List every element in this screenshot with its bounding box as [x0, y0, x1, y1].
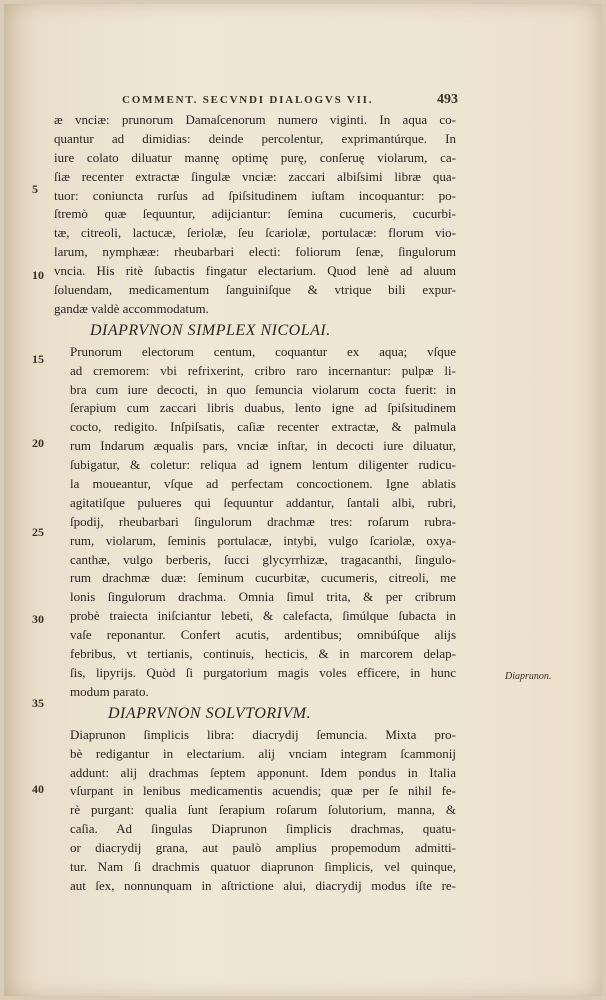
text-line: rè purgant: qualia ſunt ſerapium roſarum ſolutorium, manna, & — [70, 802, 456, 818]
page-number: 493 — [437, 92, 458, 107]
text-line: bè redigantur in electarium. alij vnciam integram ſcammonij — [70, 745, 456, 761]
text-line: aut ſex, nonnunquam in aſtrictione alui, diacrydij modus iſte re- — [70, 877, 456, 893]
text-line: quantur ad dimidias: deinde percolentur, exprimantúrque. In — [54, 130, 456, 146]
section-heading-solutorium: DIAPRVNON SOLVTORIVM. — [108, 704, 312, 722]
text-line: Diaprunon ſimplicis libra: diacrydij ſemuncia. Mixta pro- — [70, 726, 456, 742]
text-line: æ vnciæ: prunorum Damaſcenorum numero viginti. In aqua co- — [54, 112, 456, 127]
text-line: ſpodij, rheubarbari ſingulorum drachmæ tres: roſarum rubra- — [70, 513, 456, 529]
text-line: vaſe reponantur. Confert acutis, ardentibus; omnibúſque alijs — [70, 627, 456, 643]
text-line: ſubigatur, & coletur: reliqua ad ignem lentum diligenter rudicu- — [70, 457, 456, 473]
text-line: tæ, citreoli, lactucæ, ſeriolæ, ſeu ſcariolæ, portulacæ: florum vio- — [54, 225, 456, 241]
text-line: vncia. His ritè ſubactis fingatur electarium. Quod lenè ad aluum — [54, 263, 456, 279]
text-line: ſiæ recenter extractæ ſingulæ vnciæ: zaccari albiſsimi libræ qua- — [54, 168, 456, 184]
line-number: 25 — [32, 525, 44, 539]
text-line: rum drachmæ duæ: ſeminum cucurbitæ, cucumeris, citreoli, me — [70, 570, 456, 586]
text-line: rum, violarum, ſeminis portulacæ, intybi, vulgo ſcariolæ, oxya- — [70, 532, 456, 548]
paragraph-intro — [54, 111, 456, 319]
paragraph-simplex — [54, 343, 456, 702]
text-line: ſerapium cum zaccari libris duabus, lento igne ad ſpiſsitudinem — [70, 400, 456, 416]
text-line: lonis ſingulorum drachma. Omnia ſimul trita, & per cribrum — [70, 589, 456, 605]
text-line: cocto, redigito. Inſpiſsatis, caſiæ recenter extractæ, & palmula — [70, 419, 456, 435]
body-text — [54, 111, 456, 896]
text-line: la moueantur, vſque ad perfectam concoctionem. Igne ablatis — [70, 476, 456, 492]
margin-note: Diaprunon. — [505, 671, 552, 682]
text-line: or diacrydij grana, aut paulò amplius propemodum admitti- — [70, 840, 456, 856]
line-number: 40 — [32, 782, 44, 796]
text-line: bra cum iure decocti, in quo ſemuncia violarum cocta fuerit: in — [70, 381, 456, 397]
running-header: COMMENT. SECVNDI DIALOGVS VII. — [122, 94, 374, 106]
text-line: probè traiecta iniſciantur lebeti, & calefacta, ſimúlque ſubacta in — [70, 608, 456, 624]
line-number: 20 — [32, 436, 44, 450]
book-page — [4, 4, 602, 996]
line-number: 30 — [32, 612, 44, 626]
line-number: 10 — [32, 268, 44, 282]
section-heading-simplex: DIAPRVNON SIMPLEX NICOLAI. — [90, 321, 331, 339]
text-line: rum Indarum æqualis pars, vnciæ inſtar, in decocti iure diluatur, — [70, 438, 456, 454]
text-line: larum, nymphææ: rheubarbari electi: foliorum ſenæ, ſingulorum — [54, 244, 456, 260]
line-number: 5 — [32, 182, 38, 196]
text-line: tur. Nam ſi drachmis quatuor diaprunon ſimplicis, vel quinque, — [70, 858, 456, 874]
text-line: agitatiſque pulueres qui ſequuntur addantur, ſantali albi, rubri, — [70, 494, 456, 510]
text-line: vſurpant in lenibus medicamentis acuendis; quæ per ſe nihil fe- — [70, 783, 456, 799]
paragraph-solutorium — [54, 726, 456, 896]
text-line: addunt: alij drachmas ſeptem apponunt. Idem pondus in Italia — [70, 764, 456, 780]
text-line: ſis, lipyrijs. Quòd ſi purgatorium magis voles efficere, in hunc — [70, 664, 456, 680]
text-line: Prunorum electorum centum, coquantur ex aqua; vſque — [70, 343, 456, 359]
text-line: modum parato. — [70, 683, 149, 699]
text-line: ſoluendam, medicamentum ſanguiniſque & vtrique bili expur- — [54, 282, 456, 298]
text-line: gandæ valdè accommodatum. — [54, 300, 209, 316]
text-line: febribus, vt tertianis, continuis, hecticis, & in marcorem delap- — [70, 646, 456, 662]
text-line: iure colato diluatur mannę optimę purę, conſeruę violarum, ca- — [54, 149, 456, 165]
text-line: ſtremò quæ ſequuntur, adijciantur: ſemina cucumeris, cucurbi- — [54, 206, 456, 222]
text-line: tuor: coniuncta rurſus ad ſpiſsitudinem iuſtam incoquantur: po- — [54, 187, 456, 203]
text-line: canthæ, vulgo berberis, ſucci glycyrrhizæ, tragacanthi, ſingulo- — [70, 551, 456, 567]
line-number: 35 — [32, 696, 44, 710]
text-line: caſia. Ad ſingulas Diaprunon ſimplicis drachmas, quatu- — [70, 821, 456, 837]
line-number: 15 — [32, 352, 44, 366]
text-line: ad cremorem: vbi refrixerint, cribro raro incernantur: pulpæ li- — [70, 362, 456, 378]
